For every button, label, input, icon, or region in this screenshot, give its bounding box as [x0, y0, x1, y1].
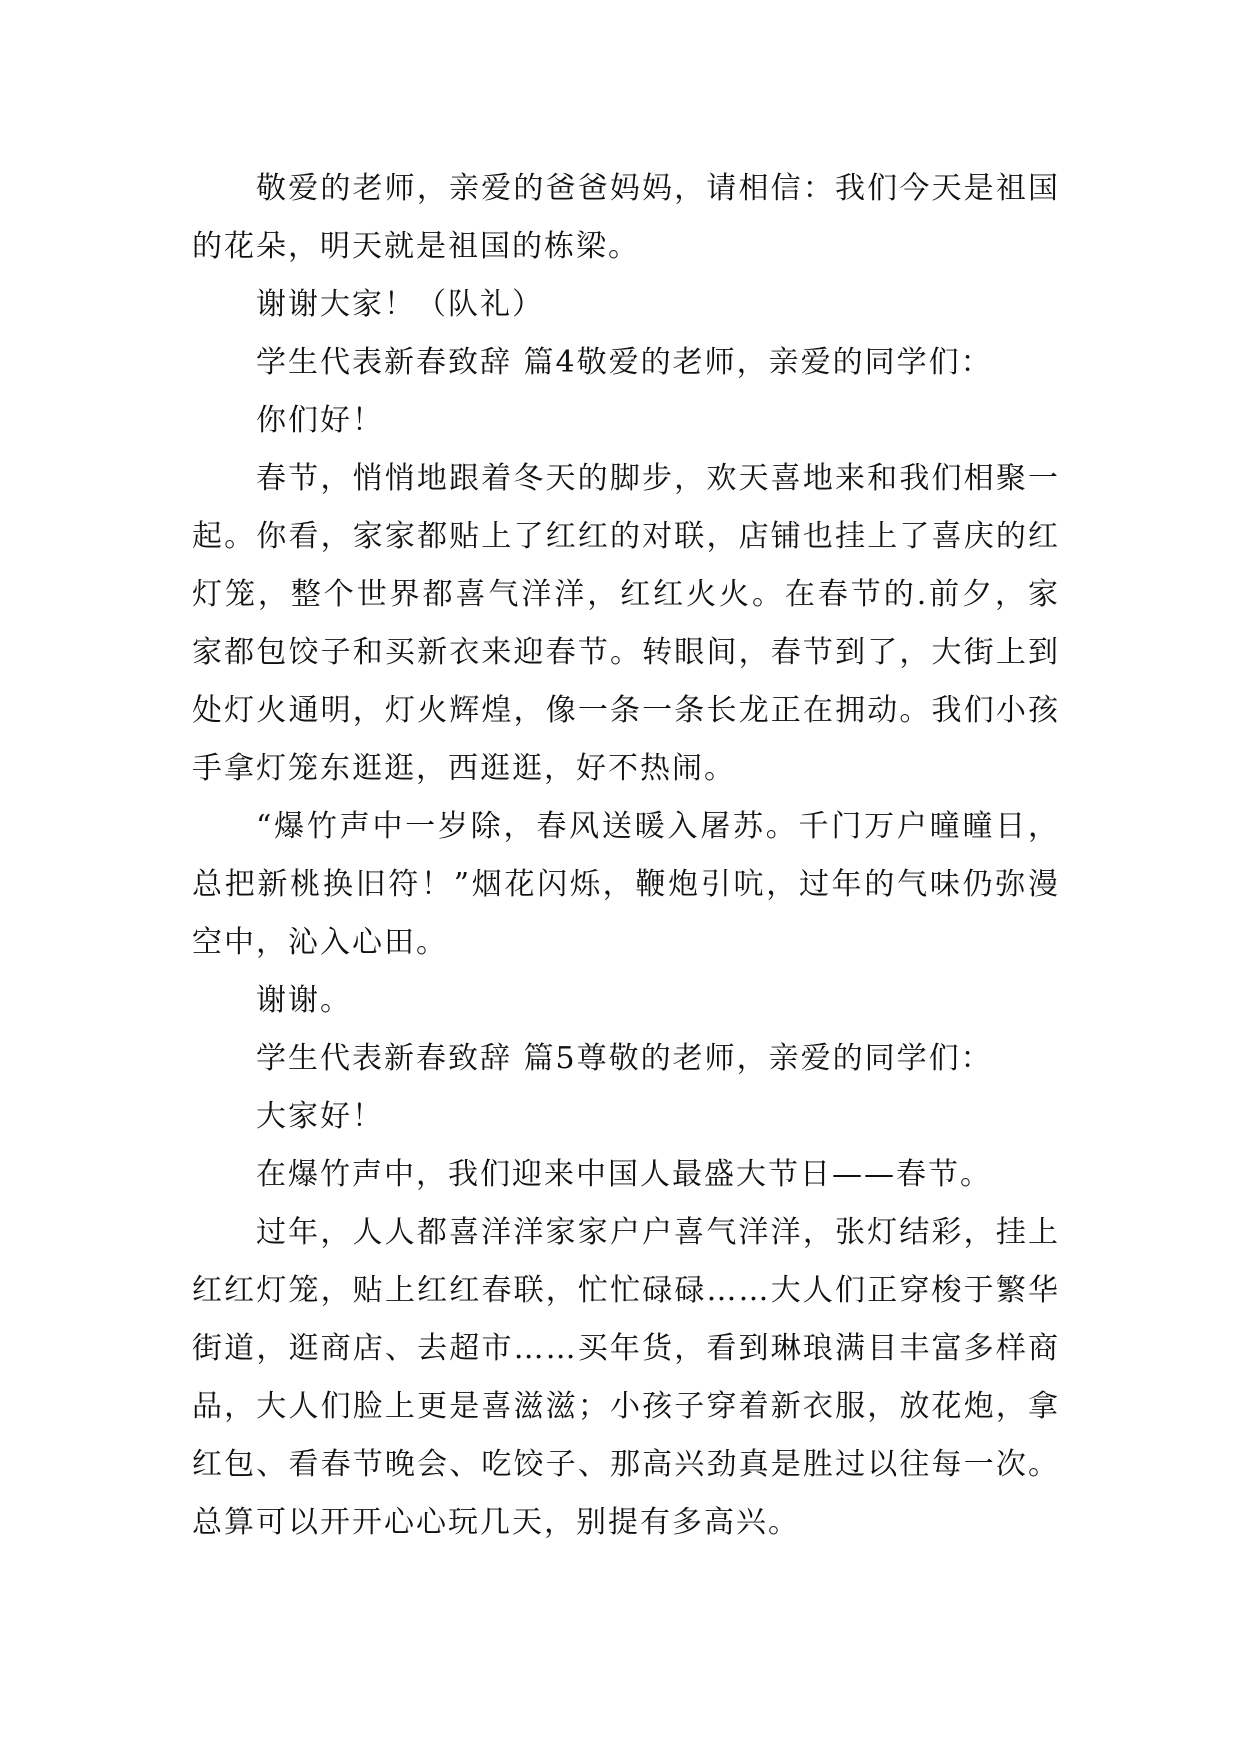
section-heading: 学生代表新春致辞 篇5尊敬的老师，亲爱的同学们：	[256, 1041, 993, 1076]
document-body	[192, 160, 1060, 1552]
paragraph: 春节，悄悄地跟着冬天的脚步，欢天喜地来和我们相聚一起。你看，家家都贴上了红红的对联，店铺也挂上了喜庆的红灯笼，整个世界都喜气洋洋，红红火火。在春节的.前夕，家家都包饺子和买新衣来迎春节。转眼间，春节到了，大街上到处灯火通明，灯火辉煌，像一条一条长龙正在拥动。我们小孩手拿灯笼东逛逛，西逛逛，好不热闹。	[192, 461, 1060, 786]
section-heading: 学生代表新春致辞 篇4敬爱的老师，亲爱的同学们：	[256, 345, 993, 380]
paragraph: 在爆竹声中，我们迎来中国人最盛大节日——春节。	[256, 1157, 992, 1192]
paragraph: 谢谢大家！（队礼）	[256, 287, 544, 322]
paragraph: 敬爱的老师，亲爱的爸爸妈妈，请相信：我们今天是祖国的花朵，明天就是祖国的栋梁。	[192, 171, 1060, 264]
paragraph: “爆竹声中一岁除，春风送暖入屠苏。千门万户曈曈日，总把新桃换旧符！”烟花闪烁，鞭炮引吭，过年的气味仍弥漫空中，沁入心田。	[192, 809, 1060, 960]
greeting: 你们好！	[256, 403, 384, 438]
paragraph: 谢谢。	[256, 983, 352, 1018]
paragraph: 过年，人人都喜洋洋家家户户喜气洋洋，张灯结彩，挂上红红灯笼，贴上红红春联，忙忙碌碌……大人们正穿梭于繁华街道，逛商店、去超市……买年货，看到琳琅满目丰富多样商品，大人们脸上更是喜滋滋；小孩子穿着新衣服，放花炮，拿红包、看春节晚会、吃饺子、那高兴劲真是胜过以往每一次。总算可以开开心心玩几天，别提有多高兴。	[192, 1215, 1060, 1540]
greeting: 大家好！	[256, 1099, 384, 1134]
